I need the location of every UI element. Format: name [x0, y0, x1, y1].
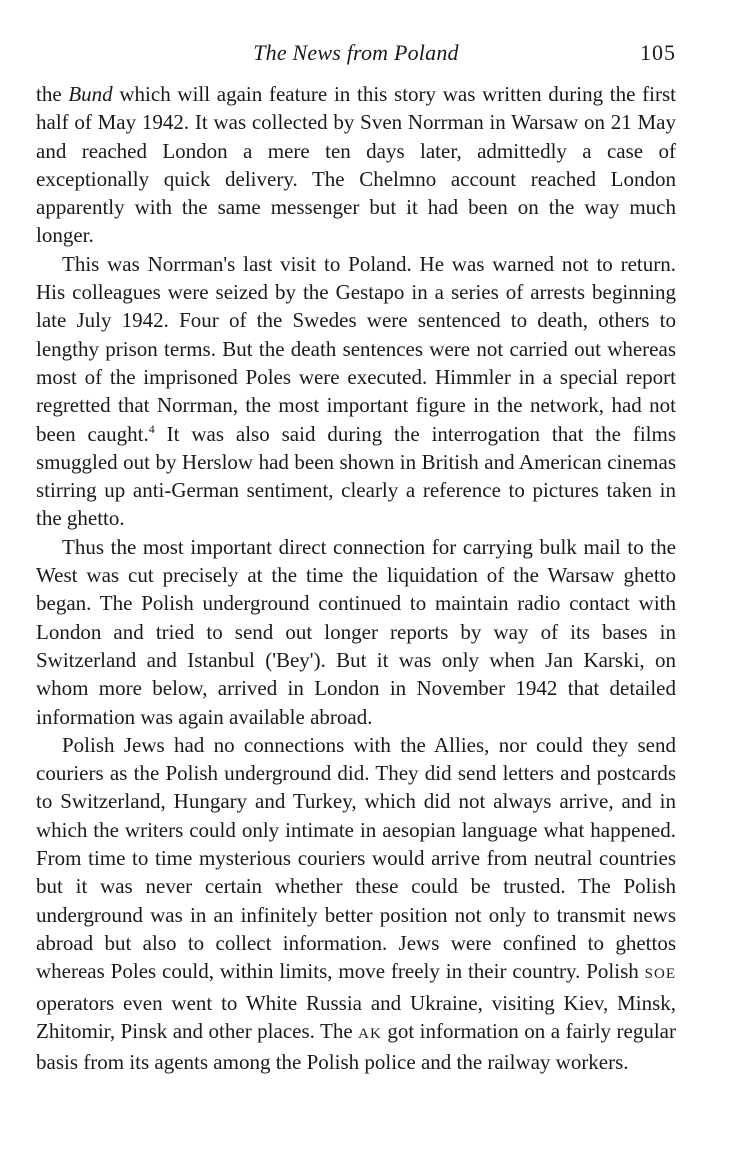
italic-term: Bund — [68, 82, 113, 106]
page-number: 105 — [640, 40, 676, 65]
paragraph-4 — [36, 731, 676, 1077]
running-head — [36, 40, 676, 70]
running-title: The News from Poland — [253, 40, 459, 65]
paragraph-text: It was also said during the interrogation that the films smuggled out by Herslow had been shown in British and American cinemas stirring up anti-German sentiment, clearly a reference to pictures taken in the ghetto. — [36, 421, 677, 531]
paragraph-2 — [36, 250, 676, 533]
body-text — [36, 80, 676, 1076]
paragraph-1 — [36, 80, 676, 250]
paragraph-3 — [36, 533, 676, 731]
small-caps-abbreviation: AK — [358, 1025, 382, 1042]
paragraph-text: operators even went to White Russia and Ukraine, visiting Kiev, Minsk, Zhitomir, Pinsk and other places. The — [36, 990, 676, 1043]
paragraph-text: Thus the most important direct connection for carrying bulk mail to the West was cut precisely at the time the liquidation of the Warsaw ghetto began. The Polish underground continued to maintain radio contact with London and tried to send out longer reports by way of its bases in Switzerland and Istanbul ('Bey'). But it was only when Jan Karski, on whom more below, arrived in London in November 1942 that detailed information was again available abroad. — [36, 534, 676, 729]
paragraph-text: Polish Jews had no connections with the Allies, nor could they send couriers as the Polish underground did. They did send letters and postcards to Switzerland, Hungary and Turkey, which did not always arrive, and in which the writers could only intimate in aesopian language what happened. From time to time mysterious couriers would arrive from neutral countries but it was never certain whether these could be trusted. The Polish underground was in an infinitely better position not only to transmit news abroad but also to collect information. Jews were confined to ghettos whereas Poles could, within limits, move freely in their country. Polish — [36, 732, 676, 984]
small-caps-abbreviation: SOE — [644, 966, 676, 983]
paragraph-text: This was Norrman's last visit to Poland. He was warned not to return. His colleagues were seized by the Gestapo in a series of arrests beginning late July 1942. Four of the Swedes were sentenced to death, others to lengthy prison terms. But the death sentences were not carried out whereas most of the imprisoned Poles were executed. Himmler in a special report regretted that Norrman, the most important figure in the network, had not been caught. — [36, 251, 676, 446]
paragraph-text: got information on a fairly regular basis from its agents among the Polish police and the railway workers. — [36, 1018, 676, 1075]
paragraph-text: the — [36, 82, 69, 106]
footnote-marker: 4 — [148, 421, 155, 436]
paragraph-text: which will again feature in this story was written during the first half of May 1942. It was collected by Sven Norrman in Warsaw on 21 May and reached London a mere ten days later, admittedly a case of exceptionally quick delivery. The Chelmno account reached London apparently with the same messenger but it had been on the way much longer. — [36, 82, 676, 248]
